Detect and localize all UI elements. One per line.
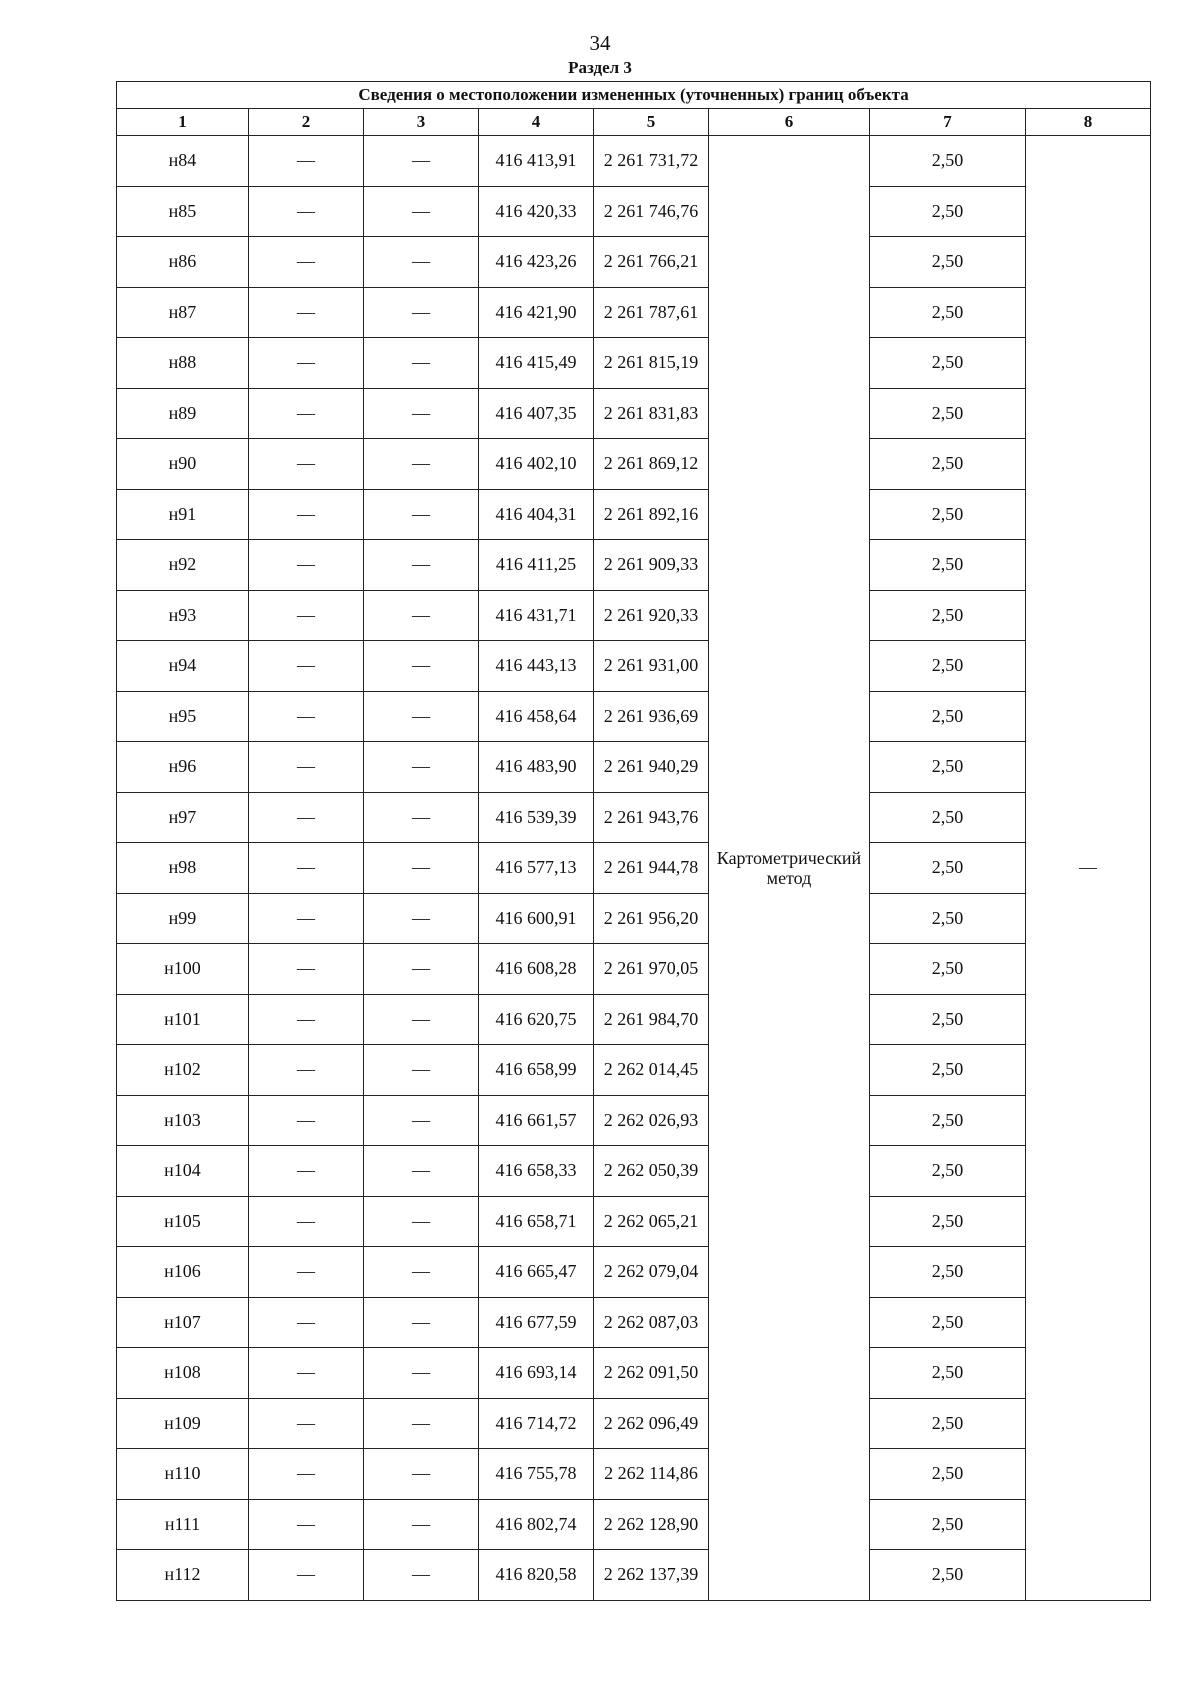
empty-value-cell: — bbox=[364, 994, 479, 1045]
point-name-cell: н93 bbox=[117, 590, 249, 641]
coordinate-x-cell: 416 600,91 bbox=[479, 893, 594, 944]
accuracy-cell: 2,50 bbox=[870, 237, 1026, 288]
coordinate-y-cell: 2 262 128,90 bbox=[594, 1499, 709, 1550]
empty-value-cell: — bbox=[364, 1348, 479, 1399]
empty-value-cell: — bbox=[249, 843, 364, 894]
point-name-cell: н97 bbox=[117, 792, 249, 843]
coordinate-y-cell: 2 262 137,39 bbox=[594, 1550, 709, 1601]
column-number: 2 bbox=[249, 109, 364, 136]
coordinate-x-cell: 416 577,13 bbox=[479, 843, 594, 894]
accuracy-cell: 2,50 bbox=[870, 186, 1026, 237]
table-row bbox=[117, 641, 1151, 692]
empty-value-cell: — bbox=[249, 1550, 364, 1601]
coordinate-y-cell: 2 261 920,33 bbox=[594, 590, 709, 641]
table-row bbox=[117, 1095, 1151, 1146]
coordinate-y-cell: 2 261 766,21 bbox=[594, 237, 709, 288]
point-name-cell: н98 bbox=[117, 843, 249, 894]
point-name-cell: н94 bbox=[117, 641, 249, 692]
empty-value-cell: — bbox=[364, 1196, 479, 1247]
column-number: 4 bbox=[479, 109, 594, 136]
empty-value-cell: — bbox=[249, 439, 364, 490]
table-row bbox=[117, 1247, 1151, 1298]
empty-value-cell: — bbox=[249, 136, 364, 187]
coordinate-x-cell: 416 407,35 bbox=[479, 388, 594, 439]
empty-value-cell: — bbox=[249, 1146, 364, 1197]
table-row bbox=[117, 691, 1151, 742]
point-name-cell: н101 bbox=[117, 994, 249, 1045]
empty-value-cell: — bbox=[364, 439, 479, 490]
empty-value-cell: — bbox=[364, 641, 479, 692]
coordinate-x-cell: 416 658,33 bbox=[479, 1146, 594, 1197]
accuracy-cell: 2,50 bbox=[870, 893, 1026, 944]
empty-value-cell: — bbox=[249, 1348, 364, 1399]
point-name-cell: н102 bbox=[117, 1045, 249, 1096]
table-row bbox=[117, 792, 1151, 843]
coordinate-y-cell: 2 261 892,16 bbox=[594, 489, 709, 540]
empty-value-cell: — bbox=[364, 944, 479, 995]
accuracy-cell: 2,50 bbox=[870, 1499, 1026, 1550]
point-name-cell: н112 bbox=[117, 1550, 249, 1601]
coordinate-y-cell: 2 261 940,29 bbox=[594, 742, 709, 793]
coordinate-y-cell: 2 261 943,76 bbox=[594, 792, 709, 843]
accuracy-cell: 2,50 bbox=[870, 1449, 1026, 1500]
empty-value-cell: — bbox=[249, 944, 364, 995]
accuracy-cell: 2,50 bbox=[870, 641, 1026, 692]
accuracy-cell: 2,50 bbox=[870, 742, 1026, 793]
empty-value-cell: — bbox=[364, 1095, 479, 1146]
column-number: 7 bbox=[870, 109, 1026, 136]
empty-value-cell: — bbox=[249, 1449, 364, 1500]
empty-value-cell: — bbox=[364, 1398, 479, 1449]
table-row bbox=[117, 237, 1151, 288]
coordinate-x-cell: 416 658,99 bbox=[479, 1045, 594, 1096]
coordinate-x-cell: 416 423,26 bbox=[479, 237, 594, 288]
accuracy-cell: 2,50 bbox=[870, 388, 1026, 439]
empty-value-cell: — bbox=[364, 287, 479, 338]
column-number: 8 bbox=[1026, 109, 1151, 136]
table-row bbox=[117, 540, 1151, 591]
coordinate-y-cell: 2 261 931,00 bbox=[594, 641, 709, 692]
coordinate-x-cell: 416 421,90 bbox=[479, 287, 594, 338]
accuracy-cell: 2,50 bbox=[870, 1247, 1026, 1298]
empty-value-cell: — bbox=[364, 1247, 479, 1298]
coordinate-x-cell: 416 415,49 bbox=[479, 338, 594, 389]
table-row bbox=[117, 287, 1151, 338]
coordinate-y-cell: 2 261 815,19 bbox=[594, 338, 709, 389]
coordinate-x-cell: 416 820,58 bbox=[479, 1550, 594, 1601]
coordinate-y-cell: 2 261 970,05 bbox=[594, 944, 709, 995]
table-row bbox=[117, 1146, 1151, 1197]
point-name-cell: н87 bbox=[117, 287, 249, 338]
empty-value-cell: — bbox=[249, 186, 364, 237]
coordinate-y-cell: 2 261 909,33 bbox=[594, 540, 709, 591]
column-number: 1 bbox=[117, 109, 249, 136]
empty-value-cell: — bbox=[249, 388, 364, 439]
table-row bbox=[117, 893, 1151, 944]
empty-value-cell: — bbox=[364, 590, 479, 641]
point-name-cell: н88 bbox=[117, 338, 249, 389]
coordinate-x-cell: 416 420,33 bbox=[479, 186, 594, 237]
coordinate-x-cell: 416 802,74 bbox=[479, 1499, 594, 1550]
accuracy-cell: 2,50 bbox=[870, 1146, 1026, 1197]
coordinate-x-cell: 416 608,28 bbox=[479, 944, 594, 995]
empty-value-cell: — bbox=[364, 843, 479, 894]
coordinate-x-cell: 416 404,31 bbox=[479, 489, 594, 540]
empty-value-cell: — bbox=[364, 1297, 479, 1348]
point-name-cell: н89 bbox=[117, 388, 249, 439]
empty-value-cell: — bbox=[364, 893, 479, 944]
column-number: 3 bbox=[364, 109, 479, 136]
table-row bbox=[117, 388, 1151, 439]
table-row bbox=[117, 1449, 1151, 1500]
accuracy-cell: 2,50 bbox=[870, 338, 1026, 389]
table-caption: Сведения о местоположении измененных (уточненных) границ объекта bbox=[117, 82, 1151, 109]
coordinate-x-cell: 416 755,78 bbox=[479, 1449, 594, 1500]
coordinate-y-cell: 2 261 731,72 bbox=[594, 136, 709, 187]
empty-value-cell: — bbox=[249, 1045, 364, 1096]
table-row bbox=[117, 1045, 1151, 1096]
point-name-cell: н96 bbox=[117, 742, 249, 793]
accuracy-cell: 2,50 bbox=[870, 691, 1026, 742]
empty-value-cell: — bbox=[249, 792, 364, 843]
accuracy-cell: 2,50 bbox=[870, 540, 1026, 591]
coordinate-y-cell: 2 261 936,69 bbox=[594, 691, 709, 742]
coordinate-x-cell: 416 411,25 bbox=[479, 540, 594, 591]
empty-value-cell: — bbox=[364, 792, 479, 843]
table-row bbox=[117, 1196, 1151, 1247]
empty-value-cell: — bbox=[364, 237, 479, 288]
coordinate-x-cell: 416 714,72 bbox=[479, 1398, 594, 1449]
coordinate-x-cell: 416 677,59 bbox=[479, 1297, 594, 1348]
point-name-cell: н109 bbox=[117, 1398, 249, 1449]
table-row bbox=[117, 136, 1151, 187]
coordinate-y-cell: 2 262 050,39 bbox=[594, 1146, 709, 1197]
table-row bbox=[117, 186, 1151, 237]
empty-value-cell: — bbox=[249, 1297, 364, 1348]
accuracy-cell: 2,50 bbox=[870, 944, 1026, 995]
empty-value-cell: — bbox=[249, 1398, 364, 1449]
empty-value-cell: — bbox=[364, 691, 479, 742]
coordinate-y-cell: 2 261 944,78 bbox=[594, 843, 709, 894]
empty-value-cell: — bbox=[249, 994, 364, 1045]
accuracy-cell: 2,50 bbox=[870, 1297, 1026, 1348]
table-row bbox=[117, 338, 1151, 389]
point-name-cell: н85 bbox=[117, 186, 249, 237]
point-name-cell: н110 bbox=[117, 1449, 249, 1500]
coordinate-x-cell: 416 458,64 bbox=[479, 691, 594, 742]
coordinate-y-cell: 2 262 014,45 bbox=[594, 1045, 709, 1096]
coordinate-x-cell: 416 483,90 bbox=[479, 742, 594, 793]
boundary-table bbox=[116, 81, 1151, 1601]
coordinate-x-cell: 416 693,14 bbox=[479, 1348, 594, 1399]
point-name-cell: н99 bbox=[117, 893, 249, 944]
point-name-cell: н104 bbox=[117, 1146, 249, 1197]
coordinate-y-cell: 2 261 746,76 bbox=[594, 186, 709, 237]
coordinate-y-cell: 2 261 956,20 bbox=[594, 893, 709, 944]
point-name-cell: н91 bbox=[117, 489, 249, 540]
empty-value-cell: — bbox=[249, 742, 364, 793]
empty-value-cell: — bbox=[364, 1499, 479, 1550]
point-name-cell: н103 bbox=[117, 1095, 249, 1146]
point-name-cell: н95 bbox=[117, 691, 249, 742]
table-row bbox=[117, 1550, 1151, 1601]
coordinate-y-cell: 2 262 026,93 bbox=[594, 1095, 709, 1146]
point-name-cell: н105 bbox=[117, 1196, 249, 1247]
coordinate-y-cell: 2 261 787,61 bbox=[594, 287, 709, 338]
accuracy-cell: 2,50 bbox=[870, 792, 1026, 843]
table-row bbox=[117, 1297, 1151, 1348]
empty-value-cell: — bbox=[364, 388, 479, 439]
point-name-cell: н107 bbox=[117, 1297, 249, 1348]
table-row bbox=[117, 1348, 1151, 1399]
table-row bbox=[117, 742, 1151, 793]
point-name-cell: н86 bbox=[117, 237, 249, 288]
empty-value-cell: — bbox=[249, 590, 364, 641]
coordinate-y-cell: 2 262 096,49 bbox=[594, 1398, 709, 1449]
empty-value-cell: — bbox=[249, 287, 364, 338]
method-cell: Картометрический метод bbox=[709, 136, 870, 1601]
column-number-row bbox=[117, 109, 1151, 136]
empty-value-cell: — bbox=[249, 1196, 364, 1247]
empty-value-cell: — bbox=[364, 1146, 479, 1197]
coordinate-x-cell: 416 665,47 bbox=[479, 1247, 594, 1298]
accuracy-cell: 2,50 bbox=[870, 994, 1026, 1045]
empty-value-cell: — bbox=[249, 691, 364, 742]
accuracy-cell: 2,50 bbox=[870, 489, 1026, 540]
table-row bbox=[117, 994, 1151, 1045]
column-number: 6 bbox=[709, 109, 870, 136]
empty-value-cell: — bbox=[249, 338, 364, 389]
accuracy-cell: 2,50 bbox=[870, 1550, 1026, 1601]
empty-value-cell: — bbox=[249, 893, 364, 944]
coordinate-y-cell: 2 262 087,03 bbox=[594, 1297, 709, 1348]
coordinate-y-cell: 2 262 079,04 bbox=[594, 1247, 709, 1298]
coordinate-y-cell: 2 261 831,83 bbox=[594, 388, 709, 439]
empty-value-cell: — bbox=[364, 1550, 479, 1601]
point-name-cell: н100 bbox=[117, 944, 249, 995]
section-title: Раздел 3 bbox=[568, 58, 632, 77]
point-name-cell: н106 bbox=[117, 1247, 249, 1298]
empty-value-cell: — bbox=[364, 1449, 479, 1500]
accuracy-cell: 2,50 bbox=[870, 1196, 1026, 1247]
note-cell: — bbox=[1026, 136, 1151, 1601]
coordinate-y-cell: 2 262 091,50 bbox=[594, 1348, 709, 1399]
column-number: 5 bbox=[594, 109, 709, 136]
empty-value-cell: — bbox=[249, 1499, 364, 1550]
empty-value-cell: — bbox=[249, 540, 364, 591]
empty-value-cell: — bbox=[364, 338, 479, 389]
coordinate-y-cell: 2 262 114,86 bbox=[594, 1449, 709, 1500]
coordinate-x-cell: 416 658,71 bbox=[479, 1196, 594, 1247]
table-row bbox=[117, 1398, 1151, 1449]
coordinate-y-cell: 2 261 869,12 bbox=[594, 439, 709, 490]
point-name-cell: н92 bbox=[117, 540, 249, 591]
accuracy-cell: 2,50 bbox=[870, 1095, 1026, 1146]
empty-value-cell: — bbox=[364, 742, 479, 793]
empty-value-cell: — bbox=[364, 1045, 479, 1096]
accuracy-cell: 2,50 bbox=[870, 287, 1026, 338]
empty-value-cell: — bbox=[364, 489, 479, 540]
table-body bbox=[117, 136, 1151, 1601]
empty-value-cell: — bbox=[249, 1247, 364, 1298]
coordinate-x-cell: 416 413,91 bbox=[479, 136, 594, 187]
empty-value-cell: — bbox=[249, 1095, 364, 1146]
empty-value-cell: — bbox=[249, 237, 364, 288]
point-name-cell: н108 bbox=[117, 1348, 249, 1399]
coordinate-x-cell: 416 431,71 bbox=[479, 590, 594, 641]
page-number: 34 bbox=[589, 31, 611, 55]
point-name-cell: н84 bbox=[117, 136, 249, 187]
accuracy-cell: 2,50 bbox=[870, 439, 1026, 490]
accuracy-cell: 2,50 bbox=[870, 136, 1026, 187]
coordinate-x-cell: 416 539,39 bbox=[479, 792, 594, 843]
table-row bbox=[117, 843, 1151, 894]
accuracy-cell: 2,50 bbox=[870, 1045, 1026, 1096]
table-row bbox=[117, 944, 1151, 995]
accuracy-cell: 2,50 bbox=[870, 1348, 1026, 1399]
point-name-cell: н111 bbox=[117, 1499, 249, 1550]
accuracy-cell: 2,50 bbox=[870, 843, 1026, 894]
empty-value-cell: — bbox=[364, 186, 479, 237]
empty-value-cell: — bbox=[249, 489, 364, 540]
point-name-cell: н90 bbox=[117, 439, 249, 490]
accuracy-cell: 2,50 bbox=[870, 1398, 1026, 1449]
coordinate-y-cell: 2 261 984,70 bbox=[594, 994, 709, 1045]
accuracy-cell: 2,50 bbox=[870, 590, 1026, 641]
table-row bbox=[117, 590, 1151, 641]
table-row bbox=[117, 489, 1151, 540]
empty-value-cell: — bbox=[249, 641, 364, 692]
empty-value-cell: — bbox=[364, 136, 479, 187]
coordinate-x-cell: 416 443,13 bbox=[479, 641, 594, 692]
coordinate-y-cell: 2 262 065,21 bbox=[594, 1196, 709, 1247]
table-row bbox=[117, 439, 1151, 490]
coordinate-x-cell: 416 661,57 bbox=[479, 1095, 594, 1146]
coordinate-x-cell: 416 402,10 bbox=[479, 439, 594, 490]
coordinate-x-cell: 416 620,75 bbox=[479, 994, 594, 1045]
table-row bbox=[117, 1499, 1151, 1550]
empty-value-cell: — bbox=[364, 540, 479, 591]
